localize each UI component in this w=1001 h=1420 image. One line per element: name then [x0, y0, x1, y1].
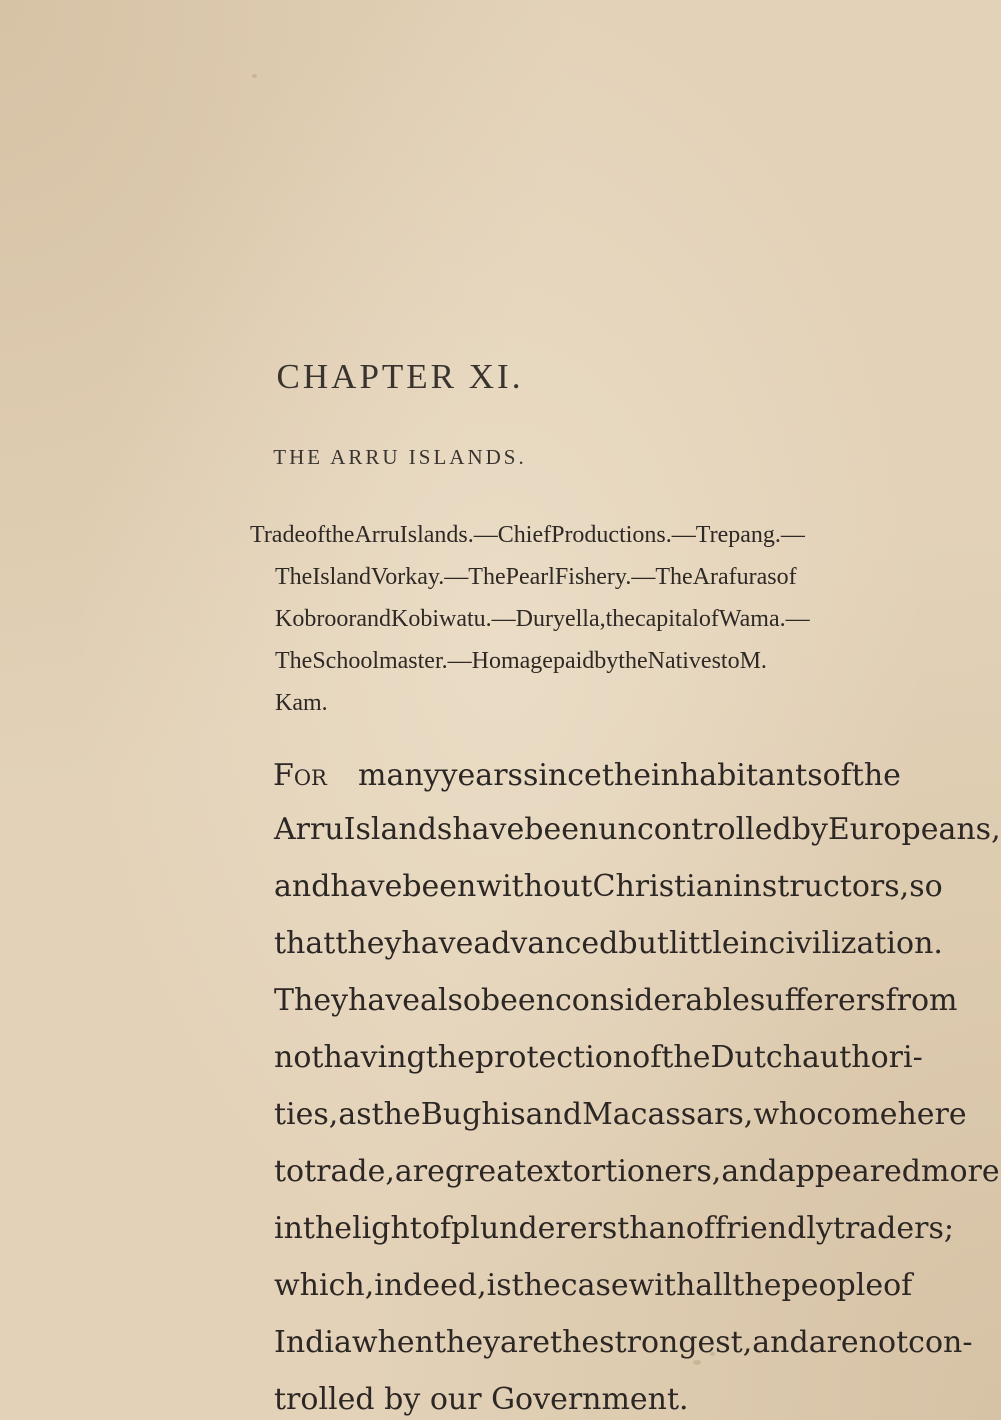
body-word: have: [348, 983, 420, 1018]
body-word: that: [274, 926, 336, 961]
body-word: not: [858, 1325, 909, 1360]
summary-word: Kobiwatu.—Duryella,: [390, 606, 606, 632]
body-word: as: [338, 1097, 372, 1132]
body-word: but: [618, 926, 669, 961]
body-word: years: [440, 758, 523, 793]
body-word: con-: [908, 1325, 973, 1360]
body-word: they: [335, 926, 402, 961]
summary-word: M.: [739, 648, 767, 674]
body-line: [274, 1325, 973, 1360]
body-word: which,: [274, 1268, 375, 1303]
body-word: authori-: [802, 1040, 923, 1075]
body-word: are: [394, 1154, 445, 1189]
summary-word: of: [305, 522, 326, 548]
body-word: since: [522, 758, 602, 793]
body-word: of: [822, 758, 852, 793]
body-word: the: [511, 1268, 561, 1303]
summary-word: Kobroor: [275, 606, 357, 632]
body-line: [274, 1211, 954, 1246]
body-word: extortioners,: [526, 1154, 722, 1189]
body-word: Dutch: [710, 1040, 803, 1075]
summary-word: —: [447, 648, 472, 674]
body-word: so: [909, 869, 943, 904]
body-word: the: [601, 758, 651, 793]
body-word: indeed,: [374, 1268, 487, 1303]
body-word: ties,: [274, 1097, 339, 1132]
summary-word: Arafuras: [692, 564, 777, 590]
body-word: the: [661, 1040, 711, 1075]
body-word: case: [560, 1268, 629, 1303]
summary-word: Fishery.—The: [554, 564, 693, 590]
body-word: is: [486, 1268, 512, 1303]
summary-line: [275, 564, 797, 591]
paper-spot: [252, 74, 257, 78]
body-word: considerable: [554, 983, 750, 1018]
summary-word: The: [275, 564, 313, 590]
body-word: instructors,: [732, 869, 910, 904]
body-word: the: [732, 1268, 782, 1303]
body-word: by: [791, 812, 828, 847]
body-first-word: For: [273, 758, 327, 793]
body-word: from: [885, 983, 958, 1018]
summary-word: to: [720, 648, 740, 674]
body-word: little: [668, 926, 740, 961]
body-word: also: [419, 983, 481, 1018]
body-word: advanced: [473, 926, 619, 961]
body-word: to: [274, 1154, 305, 1189]
body-word: of: [883, 1268, 913, 1303]
body-word: plunderers: [451, 1211, 618, 1246]
body-word: of: [685, 1211, 716, 1246]
body-word: of: [632, 1040, 662, 1075]
summary-word: Island: [312, 564, 371, 590]
body-word: and: [525, 1097, 583, 1132]
body-word: having: [323, 1040, 426, 1075]
body-line: [274, 812, 1001, 847]
body-word: India: [274, 1325, 352, 1360]
body-line: [274, 983, 958, 1018]
chapter-title: CHAPTER XI.: [276, 357, 524, 396]
body-word: strongest,: [599, 1325, 753, 1360]
summary-word: Vorkay.—The: [370, 564, 506, 590]
body-word: trade,: [304, 1154, 395, 1189]
body-word: of: [421, 1211, 452, 1246]
body-word: have: [401, 926, 474, 961]
body-line: [274, 926, 943, 961]
summary-word: the: [605, 606, 635, 632]
body-word: Islands: [343, 812, 453, 847]
body-line-first: [273, 758, 327, 793]
body-word: more: [921, 1154, 1000, 1189]
summary-word: Natives: [647, 648, 721, 674]
body-word: than: [617, 1211, 686, 1246]
body-word: great: [444, 1154, 527, 1189]
body-word: with: [628, 1268, 696, 1303]
body-word: come: [816, 1097, 898, 1132]
body-word: the: [851, 758, 901, 793]
body-word: have: [330, 869, 403, 904]
body-line: [274, 1154, 1000, 1189]
summary-word: Productions.—Trepang.—: [551, 522, 805, 548]
body-word: Arru: [274, 812, 344, 847]
summary-line: Kam.: [275, 690, 328, 716]
body-line: [274, 1268, 913, 1303]
chapter-subtitle: THE ARRU ISLANDS.: [273, 445, 527, 469]
body-word: sufferers: [749, 983, 886, 1018]
summary-line: [275, 648, 767, 675]
summary-line: [275, 606, 810, 633]
body-word: been: [480, 983, 555, 1018]
body-word: protection: [474, 1040, 633, 1075]
summary-word: Trade: [250, 522, 306, 548]
body-word: Bughis: [420, 1097, 526, 1132]
summary-word: The: [275, 648, 313, 674]
body-word: Christian: [592, 869, 733, 904]
body-word: friendly: [715, 1211, 833, 1246]
body-word: and: [274, 869, 331, 904]
body-word: They: [274, 983, 349, 1018]
body-word: all: [695, 1268, 733, 1303]
body-word: when: [351, 1325, 434, 1360]
body-word: and: [752, 1325, 809, 1360]
body-word: appeared: [777, 1154, 921, 1189]
body-word: been: [402, 869, 477, 904]
body-word: civilization.: [768, 926, 943, 961]
body-word: the: [425, 1040, 475, 1075]
body-word: who: [753, 1097, 817, 1132]
body-word: without: [476, 869, 593, 904]
summary-word: Schoolmaster.: [312, 648, 448, 674]
body-word: traders: [832, 1211, 944, 1246]
summary-word: the: [325, 522, 355, 548]
body-line: [274, 1040, 923, 1075]
body-word: in: [739, 926, 769, 961]
body-word: they: [433, 1325, 501, 1360]
body-line: [274, 1097, 967, 1132]
paper-spot: [693, 1360, 701, 1365]
body-word: many: [358, 758, 441, 793]
body-word: been: [524, 812, 599, 847]
body-word: not: [274, 1040, 324, 1075]
summary-word: paid: [552, 648, 595, 674]
summary-word: by: [594, 648, 619, 674]
body-word: the: [302, 1211, 353, 1246]
summary-word: capital: [634, 606, 699, 632]
summary-word: Pearl: [505, 564, 555, 590]
body-word: Macassars,: [582, 1097, 754, 1132]
body-line: trolled by our Government.: [274, 1382, 689, 1417]
body-word: people: [781, 1268, 884, 1303]
summary-word: of: [776, 564, 797, 590]
body-word: and: [721, 1154, 778, 1189]
body-word: ;: [943, 1211, 954, 1246]
body-word: are: [808, 1325, 859, 1360]
body-word: Europeans,: [827, 812, 1001, 847]
body-word: in: [274, 1211, 303, 1246]
summary-word: and: [356, 606, 391, 632]
body-word: here: [897, 1097, 967, 1132]
summary-word: Islands.—Chief: [399, 522, 552, 548]
body-word: light: [352, 1211, 422, 1246]
summary-word: the: [618, 648, 648, 674]
body-word: the: [371, 1097, 421, 1132]
body-word: inhabitants: [650, 758, 823, 793]
summary-word: of: [698, 606, 719, 632]
summary-word: Arru: [354, 522, 400, 548]
body-word: the: [550, 1325, 600, 1360]
summary-line: [250, 522, 805, 549]
summary-word: Homage: [471, 648, 553, 674]
body-line: [358, 758, 901, 793]
body-word: have: [452, 812, 525, 847]
body-word: are: [500, 1325, 551, 1360]
body-line: [274, 869, 943, 904]
summary-word: Wama.—: [718, 606, 810, 632]
body-word: uncontrolled: [598, 812, 792, 847]
